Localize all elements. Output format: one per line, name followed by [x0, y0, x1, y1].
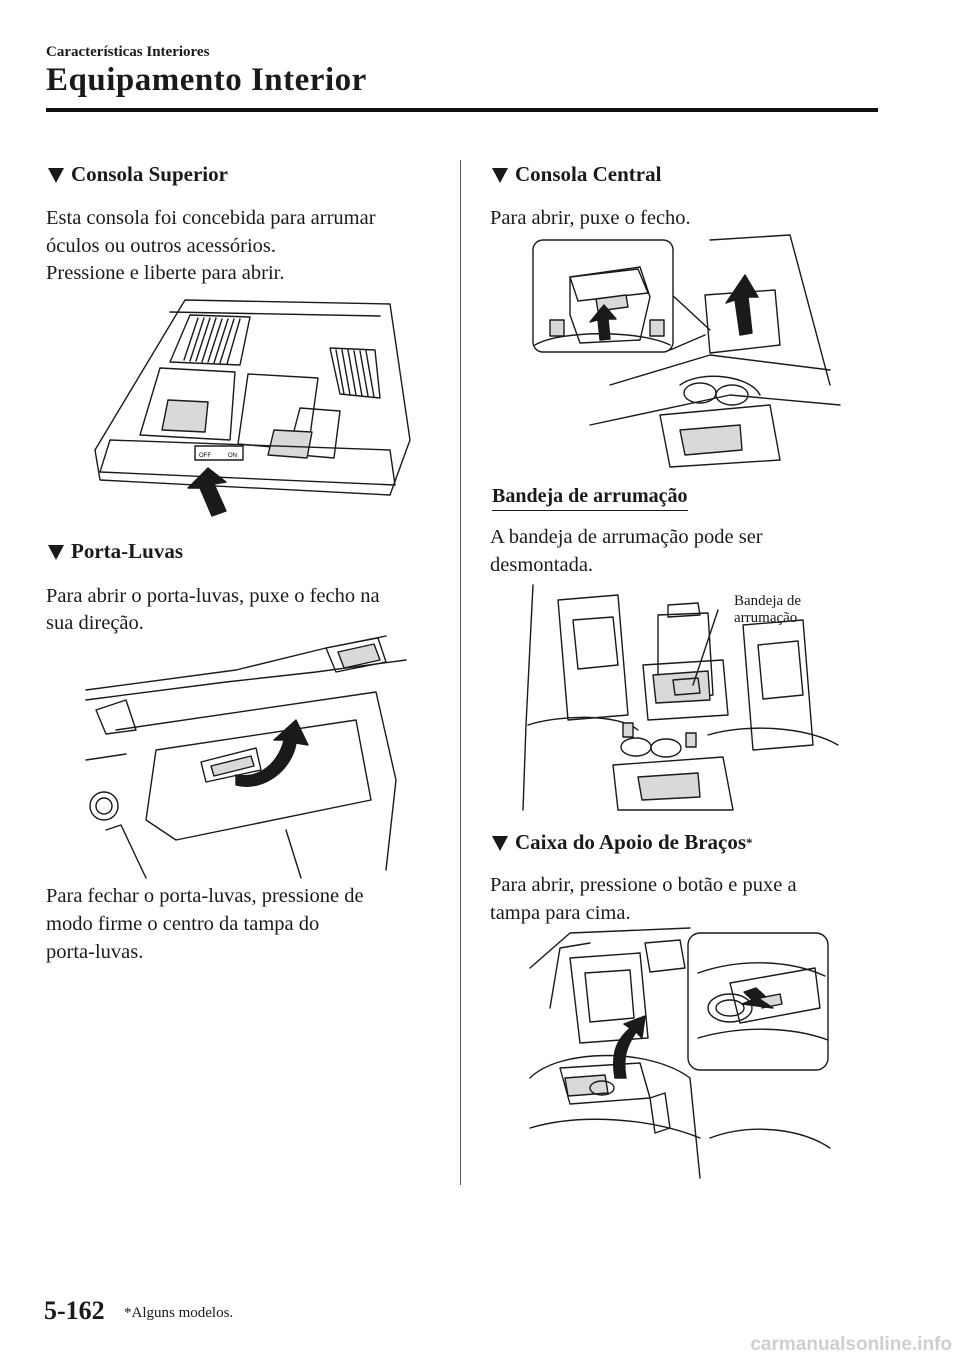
- up-arrow-icon: [726, 275, 758, 335]
- callout-label: Bandeja de: [734, 593, 802, 609]
- column-divider: [460, 160, 461, 1185]
- chapter-label: Características Interiores: [46, 44, 210, 60]
- watermark: carmanualsonline.info: [750, 1334, 952, 1355]
- callout-label: arrumação: [734, 610, 798, 626]
- heading-text: Caixa do Apoio de Braços: [515, 830, 747, 854]
- paragraph: desmontada.: [490, 554, 594, 576]
- up-arrow-icon: [188, 468, 226, 516]
- heading-text: Porta-Luvas: [71, 539, 183, 563]
- paragraph: Para abrir, puxe o fecho.: [490, 207, 691, 229]
- heading-consola-superior: [48, 162, 228, 187]
- curved-arrow-icon: [614, 1016, 645, 1078]
- section-title: Equipamento Interior: [46, 62, 367, 98]
- paragraph: Para abrir o porta-luvas, puxe o fecho na: [46, 585, 380, 607]
- triangle-bullet-icon: [492, 168, 508, 183]
- triangle-bullet-icon: [492, 836, 508, 851]
- glovebox-illustration: [86, 630, 416, 878]
- speaker-grille-right-icon: [330, 348, 380, 398]
- switch-on-label: ON: [228, 453, 237, 459]
- paragraph: Esta consola foi concebida para arrumar: [46, 207, 376, 229]
- heading-consola-central: [492, 162, 661, 187]
- title-rule: [46, 108, 878, 112]
- armrest-box-illustration: [530, 928, 835, 1178]
- paragraph: Para fechar o porta-luvas, pressione de: [46, 885, 364, 907]
- heading-caixa-apoio: Caixa do Apoio de Braços *: [492, 830, 753, 855]
- subheading-bandeja: Bandeja de arrumação: [492, 485, 688, 511]
- footnote: *Alguns modelos.: [124, 1305, 234, 1321]
- switch-off-label: OFF: [199, 453, 211, 459]
- triangle-bullet-icon: [48, 168, 64, 183]
- heading-text: Consola Central: [515, 162, 662, 186]
- paragraph: tampa para cima.: [490, 902, 631, 924]
- overhead-console-illustration: [90, 290, 420, 522]
- paragraph: A bandeja de arrumação pode ser: [490, 526, 763, 548]
- center-console-illustration: [530, 235, 840, 467]
- paragraph: óculos ou outros acessórios.: [46, 235, 277, 257]
- speaker-grille-left-icon: [170, 315, 250, 365]
- paragraph: sua direção.: [46, 612, 144, 634]
- heading-text: Consola Superior: [71, 162, 228, 186]
- curved-arrow-icon: [236, 720, 308, 786]
- page-number: 5-162: [44, 1296, 105, 1325]
- heading-porta-luvas: [48, 539, 183, 564]
- paragraph: porta-luvas.: [46, 941, 144, 963]
- triangle-bullet-icon: [48, 545, 64, 560]
- paragraph: Para abrir, pressione o botão e puxe a: [490, 874, 797, 896]
- paragraph: modo firme o centro da tampa do: [46, 913, 320, 935]
- paragraph: Pressione e liberte para abrir.: [46, 262, 285, 284]
